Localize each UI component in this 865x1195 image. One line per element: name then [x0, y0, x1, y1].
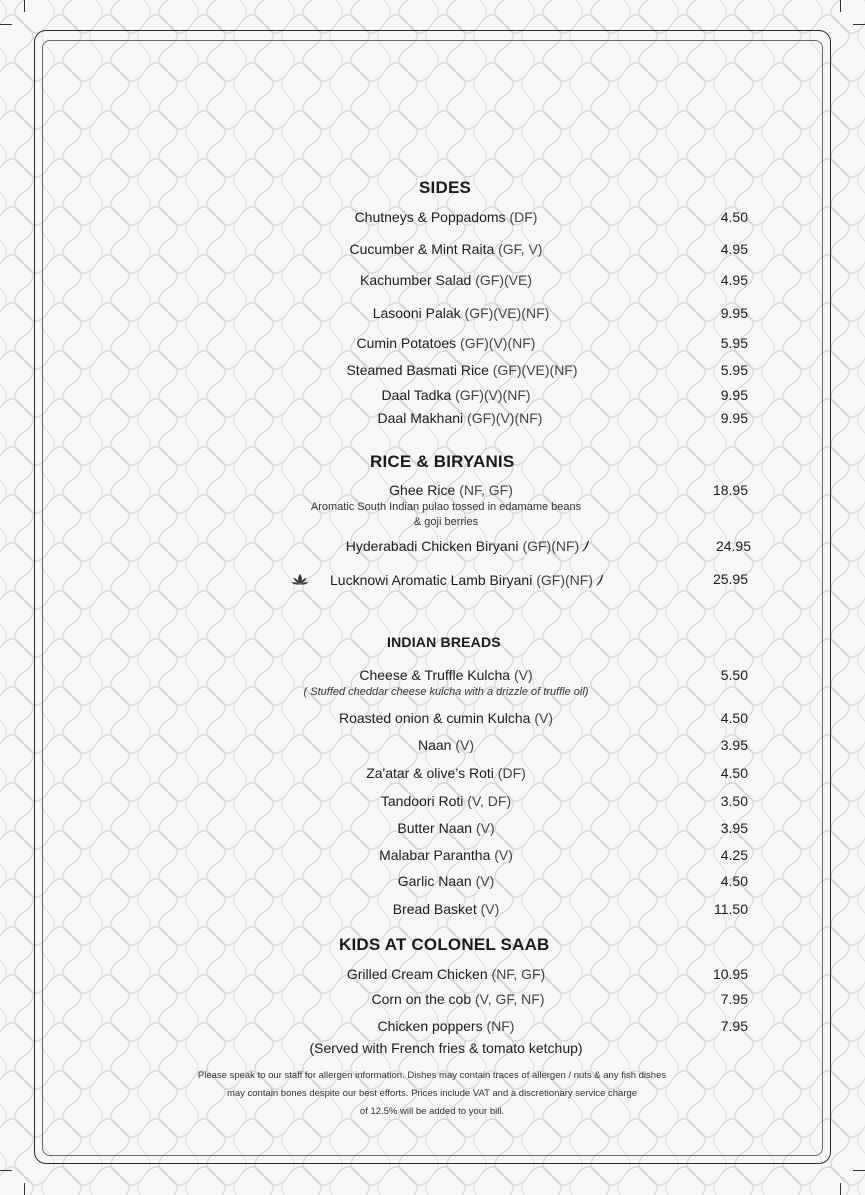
item-price: 10.95 — [712, 966, 748, 982]
menu-item — [355, 209, 538, 225]
crop-mark — [24, 0, 25, 12]
item-name: Lasooni Palak — [372, 305, 461, 321]
item-tags: (GF)(NF) — [536, 572, 593, 588]
menu-item — [373, 305, 550, 321]
item-tags: (GF, V) — [498, 241, 543, 257]
item-tags: (DF) — [497, 765, 526, 781]
item-tags: (V) — [475, 820, 495, 836]
item-tags: (V) — [475, 873, 495, 889]
crop-mark — [853, 24, 865, 25]
section-heading-kids: KIDS AT COLONEL SAAB — [339, 935, 550, 954]
item-price: 4.95 — [720, 272, 748, 288]
item-tags: (GF)(V)(NF) — [460, 335, 536, 351]
item-price: 9.95 — [720, 387, 748, 403]
item-price: 18.95 — [712, 482, 748, 498]
item-name: Kachumber Salad — [360, 272, 472, 288]
section-heading-sides: SIDES — [419, 178, 472, 197]
item-price: 11.50 — [714, 901, 748, 917]
item-tags: (V) — [513, 667, 533, 683]
item-name: Bread Basket — [392, 901, 477, 917]
item-name: Butter Naan — [397, 820, 473, 836]
item-tags: (DF) — [509, 209, 538, 225]
item-tags: (V, GF, NF) — [475, 991, 545, 1007]
item-price: 4.50 — [720, 765, 748, 781]
menu-item — [366, 765, 526, 781]
item-tags: (GF)(V)(NF) — [455, 387, 531, 403]
item-name: Ghee Rice — [389, 482, 456, 498]
item-price: 25.95 — [712, 571, 748, 587]
footer-line: Please speak to our staff for allergen information. Dishes may contain traces of allergen / nuts & any fish dishes — [197, 1070, 667, 1081]
item-price: 3.95 — [720, 737, 748, 753]
item-name: Grilled Cream Chicken — [346, 966, 488, 982]
menu-item — [359, 667, 532, 683]
item-name: Daal Tadka — [381, 387, 452, 403]
menu-item — [381, 387, 530, 403]
item-price: 5.95 — [720, 362, 748, 378]
item-price: 4.50 — [720, 710, 748, 726]
item-price: 4.50 — [720, 209, 748, 225]
kids-serving-note: (Served with French fries & tomato ketchup) — [309, 1040, 583, 1056]
item-name: Hyderabadi Chicken Biryani — [345, 538, 519, 554]
footer-line: may contain bones despite our best efforts. Prices include VAT and a discretionary service charge — [226, 1088, 638, 1099]
menu-item — [339, 710, 553, 726]
menu-item — [346, 362, 577, 378]
item-tags: (GF)(VE)(NF) — [464, 305, 550, 321]
menu-item — [378, 1018, 515, 1034]
menu-item — [398, 873, 494, 889]
item-tags: (V, DF) — [467, 793, 512, 809]
crop-mark — [840, 1183, 841, 1195]
item-price: 7.95 — [720, 991, 748, 1007]
item-name: Chutneys & Poppadoms — [354, 209, 506, 225]
item-price: 4.95 — [720, 241, 748, 257]
item-tags: (NF) — [486, 1018, 515, 1034]
item-tags: (V) — [494, 847, 513, 863]
crop-mark — [853, 1170, 865, 1171]
inner-frame — [42, 40, 823, 1156]
menu-item — [418, 737, 474, 753]
item-price: 24.95 — [715, 538, 751, 554]
item-tags: (GF)(VE)(NF) — [492, 362, 578, 378]
item-name: Daal Makhani — [377, 410, 464, 426]
section-heading-breads: INDIAN BREADS — [387, 634, 501, 650]
item-price: 4.25 — [720, 847, 748, 863]
item-name: Cucumber & Mint Raita — [349, 241, 495, 257]
item-price: 3.50 — [720, 793, 748, 809]
item-tags: (V) — [455, 737, 475, 753]
crop-mark — [840, 0, 841, 12]
item-name: Corn on the cob — [371, 991, 472, 1007]
menu-item — [379, 847, 513, 863]
item-price: 5.50 — [720, 667, 748, 683]
chili-icon — [582, 540, 590, 552]
menu-item — [393, 901, 500, 917]
item-name: Cheese & Truffle Kulcha — [359, 667, 511, 683]
menu-item — [347, 966, 545, 982]
menu-item — [381, 793, 511, 809]
menu-item — [378, 410, 543, 426]
item-price: 4.50 — [720, 873, 748, 889]
menu-item — [346, 538, 590, 554]
menu-item — [397, 820, 494, 836]
item-name: Naan — [417, 737, 452, 753]
lotus-icon — [291, 573, 309, 587]
item-tags: (V) — [534, 710, 554, 726]
section-heading-rice: RICE & BIRYANIS — [370, 452, 515, 471]
menu-item — [371, 991, 544, 1007]
menu-item — [357, 335, 536, 351]
item-price: 9.95 — [720, 410, 748, 426]
item-tags: (V) — [480, 901, 500, 917]
item-price: 3.95 — [720, 820, 748, 836]
chili-icon — [596, 574, 604, 586]
crop-mark — [0, 1170, 12, 1171]
item-name: Za'atar & olive’s Roti — [366, 765, 494, 781]
item-description: Aromatic South Indian pulao tossed in edamame beans — [310, 501, 582, 513]
item-name: Lucknowi Aromatic Lamb Biryani — [330, 572, 533, 588]
item-name: Malabar Parantha — [379, 847, 491, 863]
allergen-footer — [152, 1067, 712, 1121]
item-description: & goji berries — [413, 516, 479, 528]
item-tags: (NF, GF) — [491, 966, 546, 982]
crop-mark — [0, 24, 12, 25]
item-price: 9.95 — [720, 305, 748, 321]
footer-line: of 12.5% will be added to your bill. — [359, 1106, 505, 1117]
item-name: Tandoori Roti — [380, 793, 464, 809]
menu-item — [389, 482, 513, 498]
item-tags: (GF)(NF) — [522, 538, 580, 554]
menu-item — [360, 272, 532, 288]
item-price: 5.95 — [720, 335, 748, 351]
item-name: Garlic Naan — [397, 873, 472, 889]
item-name: Cumin Potatoes — [356, 335, 457, 351]
item-name: Chicken poppers — [377, 1018, 483, 1034]
item-name: Steamed Basmati Rice — [346, 362, 489, 378]
item-description: ( Stuffed cheddar cheese kulcha with a drizzle of truffle oil) — [303, 686, 589, 698]
crop-mark — [24, 1183, 25, 1195]
item-tags: (GF)(VE) — [475, 272, 532, 288]
item-tags: (NF, GF) — [459, 482, 513, 498]
item-tags: (GF)(V)(NF) — [467, 410, 543, 426]
menu-item — [350, 241, 543, 257]
item-name: Roasted onion & cumin Kulcha — [338, 710, 531, 726]
menu-item — [330, 572, 604, 588]
item-price: 7.95 — [720, 1018, 748, 1034]
